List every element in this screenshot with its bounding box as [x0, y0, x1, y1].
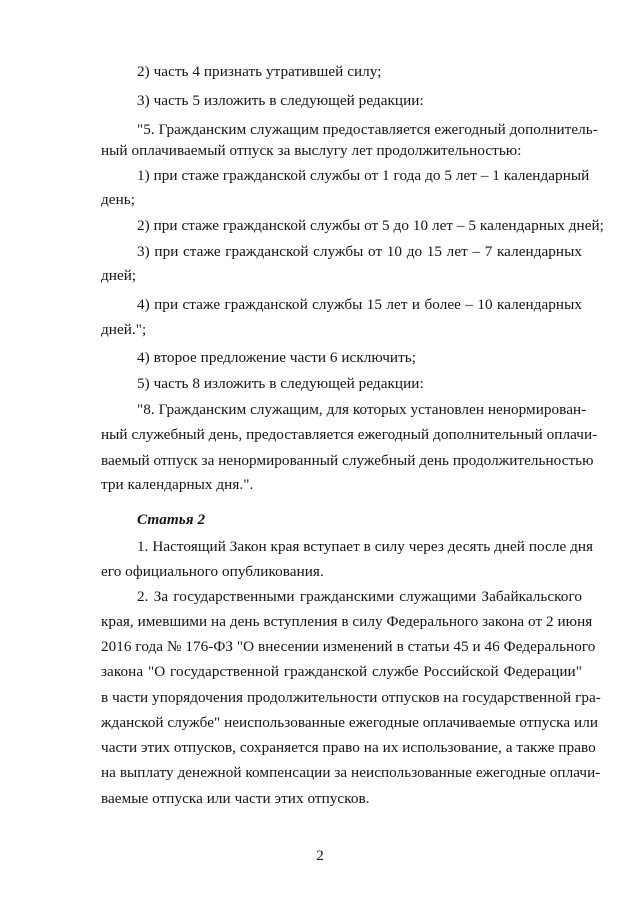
text-line: 2. За государственными гражданскими служащими Забайкальского — [137, 588, 582, 605]
text-line: 2) часть 4 признать утратившей силу; — [137, 63, 382, 80]
article-heading: Статья 2 — [137, 511, 206, 528]
text-line: на выплату денежной компенсации за неиспользованные ежегодные оплачи- — [101, 764, 601, 781]
text-line: 3) при стаже гражданской службы от 10 до 15 лет – 7 календарных — [137, 243, 582, 260]
text-line: дней; — [101, 267, 137, 284]
text-line: три календарных дня.". — [101, 476, 254, 493]
text-line: 2016 года № 176-ФЗ "О внесении изменений в статьи 45 и 46 Федерального — [101, 638, 596, 655]
text-line: 1) при стаже гражданской службы от 1 года до 5 лет – 1 календарный — [137, 167, 590, 184]
text-line: "5. Гражданским служащим предоставляется ежегодный дополнитель- — [137, 121, 598, 138]
text-line: 1. Настоящий Закон края вступает в силу через десять дней после дня — [137, 538, 594, 555]
text-line: ваемый отпуск за ненормированный служебный день продолжительностью — [101, 452, 594, 469]
text-line: в части упорядочения продолжительности отпусков на государственной гра- — [101, 689, 601, 706]
text-line: 5) часть 8 изложить в следующей редакции: — [137, 375, 424, 392]
text-line: части этих отпусков, сохраняется право на их использование, а также право — [101, 739, 596, 756]
text-line: 4) при стаже гражданской службы 15 лет и более – 10 календарных — [137, 296, 582, 313]
text-line: ный оплачиваемый отпуск за выслугу лет продолжительностью: — [101, 142, 522, 159]
page-number: 2 — [316, 847, 324, 864]
text-line: его официального опубликования. — [101, 563, 324, 580]
text-line: 2) при стаже гражданской службы от 5 до 10 лет – 5 календарных дней; — [137, 217, 604, 234]
text-line: день; — [101, 191, 135, 208]
text-line: края, имевшими на день вступления в силу Федерального закона от 2 июня — [101, 613, 593, 630]
text-line: ный служебный день, предоставляется ежегодный дополнительный оплачи- — [101, 426, 598, 443]
text-line: ваемые отпуска или части этих отпусков. — [101, 790, 370, 807]
text-line: жданской службе" неиспользованные ежегодные оплачиваемые отпуска или — [101, 714, 598, 731]
text-line: 3) часть 5 изложить в следующей редакции: — [137, 92, 424, 109]
text-line: 4) второе предложение части 6 исключить; — [137, 349, 417, 366]
text-line: "8. Гражданским служащим, для которых установлен ненормирован- — [137, 401, 587, 418]
text-line: дней."; — [101, 321, 147, 338]
text-line: закона "О государственной гражданской службе Российской Федерации" — [101, 663, 582, 680]
